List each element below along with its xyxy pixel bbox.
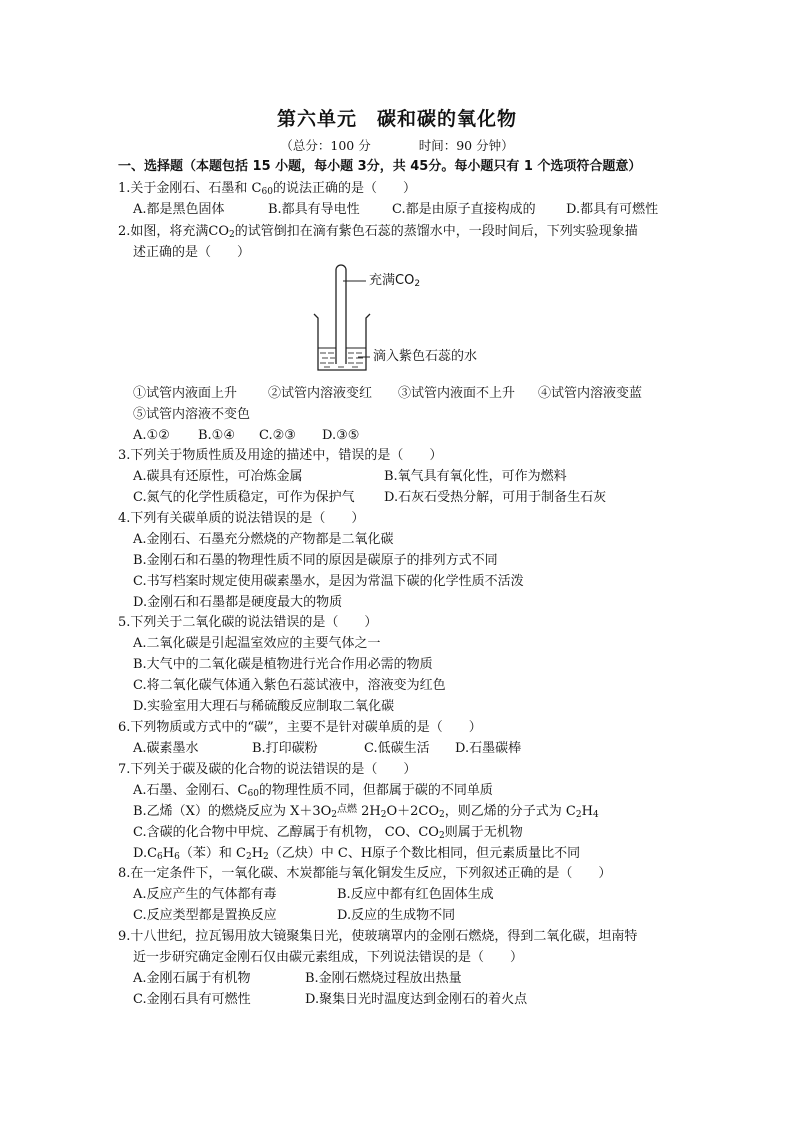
q8-option-c: C.反应类型都是置换反应 — [133, 908, 277, 923]
section-heading: 一、选择题（本题包括 15 小题，每小题 3分，共 45分。每小题只有 1 个选项符合题意） — [118, 159, 642, 174]
question-7-stem: 7.下列关于碳及碳的化合物的说法错误的是（ ） — [118, 762, 417, 777]
q8-option-a: A.反应产生的气体都有毒 — [133, 887, 277, 902]
q5-option-c: C.将二氧化碳气体通入紫色石蕊试液中，溶液变为红色 — [133, 678, 446, 693]
q7-option-c: C.含碳的化合物中甲烷、乙醇属于有机物， CO、$CO_2$则属于无机物 — [133, 825, 523, 841]
question-8-stem: 8.在一定条件下，一氧化碳、木炭都能与氧化铜发生反应，下列叙述正确的是（ ） — [118, 866, 612, 881]
q6-option-b: B.打印碳粉 — [252, 741, 318, 756]
q6-option-a: A.碳素墨水 — [133, 741, 199, 756]
question-4-stem: 4.下列有关碳单质的说法错误的是（ ） — [118, 511, 365, 526]
q2-statement-3: ③试管内液面不上升 — [398, 386, 516, 401]
q2-option-c: C.②③ — [259, 428, 296, 443]
q9-option-a: A.金刚石属于有机物 — [133, 971, 251, 986]
q8-option-d: D.反应的生成物不同 — [337, 908, 456, 923]
q1-option-a: A.都是黑色固体 — [133, 202, 225, 217]
q6-option-d: D.石墨碳棒 — [455, 741, 522, 756]
q4-option-b: B.金刚石和石墨的物理性质不同的原因是碳原子的排列方式不同 — [133, 553, 498, 568]
q7-option-d: $D.C_6H_6$（苯）和 $C_2H_2$（乙炔）中 C、H原子个数比相同，但元素质量比不同 — [133, 846, 581, 862]
question-1-stem: 1.关于金刚石、石墨和 $C_{60}$的说法正确的是（ ） — [118, 181, 416, 197]
beaker — [314, 314, 370, 370]
q2-statement-5: ⑤试管内溶液不变色 — [133, 407, 251, 422]
q8-option-b: B.反应中都有红色固体生成 — [337, 887, 494, 902]
q9-option-c: C.金刚石具有可燃性 — [133, 992, 251, 1007]
q1-option-b: B.都具有导电性 — [268, 202, 360, 217]
question-5-stem: 5.下列关于二氧化碳的说法错误的是（ ） — [118, 615, 378, 630]
question-6-stem: 6.下列物质或方式中的“碳”，主要不是针对碳单质的是（ ） — [118, 720, 482, 735]
q9-option-b: B.金刚石燃烧过程放出热量 — [305, 971, 462, 986]
liquid-hatching — [320, 353, 363, 367]
q7-option-a: A.石墨、金刚石、$C_{60}$的物理性质不同，但都属于碳的不同单质 — [133, 783, 493, 799]
exam-time: 时间：90 分钟） — [418, 138, 514, 153]
q1-option-d: D.都具有可燃性 — [566, 202, 659, 217]
q3-option-a: A.碳具有还原性，可冶炼金属 — [133, 469, 303, 484]
q5-option-d: D.实验室用大理石与稀硫酸反应制取二氧化碳 — [133, 699, 395, 714]
q2-statement-1: ①试管内液面上升 — [133, 386, 238, 401]
label-litmus-water: 滴入紫色石蕊的水 — [373, 349, 478, 364]
q3-option-b: B.氧气具有氧化性，可作为燃料 — [384, 469, 567, 484]
q3-option-d: D.石灰石受热分解，可用于制备生石灰 — [384, 490, 607, 505]
q3-option-c: C.氮气的化学性质稳定，可作为保护气 — [133, 490, 355, 505]
q2-statement-2: ②试管内溶液变红 — [268, 386, 373, 401]
q4-option-d: D.金刚石和石墨都是硬度最大的物质 — [133, 595, 343, 610]
q6-option-c: C.低碳生活 — [364, 741, 430, 756]
q2-option-a: A.①② — [133, 428, 170, 443]
q4-option-c: C.书写档案时规定使用碳素墨水，是因为常温下碳的化学性质不活泼 — [133, 574, 524, 589]
q4-option-a: A.金刚石、石墨充分燃烧的产物都是二氧化碳 — [133, 532, 394, 547]
test-tube — [336, 265, 346, 364]
reaction-condition: 点燃 — [337, 804, 357, 815]
question-2-stem-cont: 述正确的是（ ） — [133, 245, 251, 260]
total-score: （总分：100 分 — [280, 138, 371, 153]
q5-option-a: A.二氧化碳是引起温室效应的主要气体之一 — [133, 636, 381, 651]
label-co2-filled: 充满$CO_2$ — [369, 273, 421, 289]
q2-option-b: B.①④ — [198, 428, 235, 443]
q7-option-b: B.乙烯（X）的燃烧反应为 $X+3O_2^{点燃}$ $2H_2O+2CO_2$，则乙烯的分子式为 $C_2H_4$ — [133, 804, 599, 820]
question-2-stem: 2.如图，将充满$CO_2$的试管倒扣在滴有紫色石蕊的蒸馏水中，一段时间后，下列实验现象描 — [118, 224, 638, 240]
question-9-stem: 9.十八世纪，拉瓦锡用放大镜聚集日光，使玻璃罩内的金刚石燃烧，得到二氧化碳，坦南特 — [118, 929, 638, 944]
question-9-stem-cont: 近一步研究确定金刚石仅由碳元素组成，下列说法错误的是（ ） — [133, 950, 524, 965]
question-3-stem: 3.下列关于物质性质及用途的描述中，错误的是（ ） — [118, 448, 443, 463]
test-tube-diagram — [300, 258, 520, 378]
q2-option-d: D.③⑤ — [322, 428, 360, 443]
q1-option-c: C.都是由原子直接构成的 — [392, 202, 536, 217]
q2-statement-4: ④试管内溶液变蓝 — [538, 386, 643, 401]
page-title: 第六单元 碳和碳的氧化物 — [276, 108, 517, 130]
exam-info — [0, 136, 794, 154]
q5-option-b: B.大气中的二氧化碳是植物进行光合作用必需的物质 — [133, 657, 433, 672]
q9-option-d: D.聚集日光时温度达到金刚石的着火点 — [305, 992, 528, 1007]
